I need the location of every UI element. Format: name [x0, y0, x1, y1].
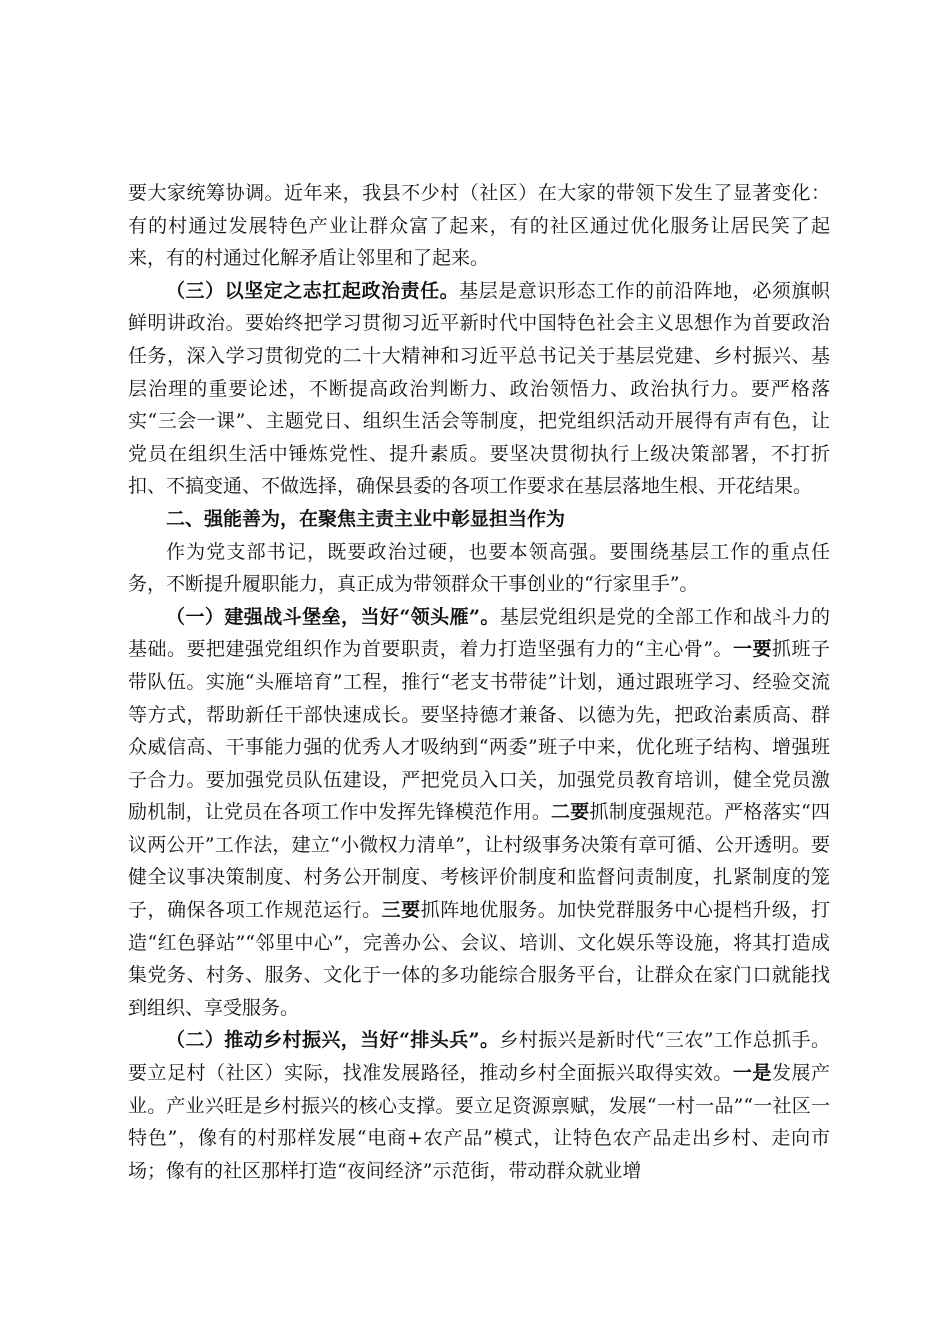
- text-run: 作为党支部书记，既要政治过硬，也要本领高强。要围绕基层工作的重点任务，不断提升履职能力，真正成为带领群众干事创业的“行家里手”。: [128, 540, 830, 596]
- paragraph: [128, 275, 830, 503]
- text-run: 抓制度强规范。严格落实“四议两公开”工作法，建立“小微权力清单”，让村级事务决策有章可循、公开透明。要健全议事决策制度、村务公开制度、考核评价制度和监督问责制度，扎紧制度的笼子，确保各项工作规范运行。: [128, 801, 830, 922]
- text-run: 基层党组织是党的全部工作和战斗力的基础。要把建强党组织作为首要职责，着力打造坚强有力的“主心骨”。: [128, 605, 830, 661]
- text-run: 抓班子带队伍。实施“头雁培育”工程，推行“老支书带徒”计划，通过跟班学习、经验交流等方式，帮助新任干部快速成长。要坚持德才兼备、以德为先，把政治素质高、群众威信高、干事能力强的优秀人才吸纳到“两委”班子中来，优化班子结构、增强班子合力。要加强党员队伍建设，严把党员入口关，加强党员教育培训，健全党员激励机制，让党员在各项工作中发挥先锋模范作用。: [128, 638, 830, 824]
- bold-text-run: 二要: [551, 801, 590, 824]
- bold-text-run: 三要: [381, 899, 421, 922]
- bold-text-run: （一）建强战斗堡垒，当好“领头雁”。: [166, 605, 500, 628]
- document-body: [128, 177, 830, 1187]
- text-run: 要大家统筹协调。近年来，我县不少村（社区）在大家的带领下发生了显著变化：有的村通过发展特色产业让群众富了起来，有的社区通过优化服务让居民笑了起来，有的村通过化解矛盾让邻里和了起来。: [128, 182, 830, 270]
- paragraph: [128, 1024, 830, 1187]
- bold-text-run: （二）推动乡村振兴，当好“排头兵”。: [166, 1029, 500, 1052]
- text-run: 发展产业。产业兴旺是乡村振兴的核心支撑。要立足资源禀赋，发展“一村一品”“一社区一特色”，像有的村那样发展“电商+农产品”模式，让特色农产品走出乡村、走向市场；像有的社区那样打造“夜间经济”示范街，带动群众就业增: [128, 1062, 830, 1182]
- paragraph: [128, 601, 830, 1025]
- text-run: 乡村振兴是新时代“三农”工作总抓手。要立足村（社区）实际，找准发展路径，推动乡村全面振兴取得实效。: [128, 1029, 830, 1085]
- bold-text-run: 一是: [732, 1062, 772, 1085]
- bold-text-run: 二、强能善为，在聚焦主责主业中彰显担当作为: [166, 507, 566, 530]
- paragraph: [128, 177, 830, 275]
- paragraph: [128, 536, 830, 601]
- bold-text-run: 一要: [733, 638, 772, 661]
- paragraph: [128, 503, 830, 536]
- text-run: 抓阵地优服务。加快党群服务中心提档升级，打造“红色驿站”“邻里中心”，完善办公、会议、培训、文化娱乐等设施，将其打造成集党务、村务、服务、文化于一体的多功能综合服务平台，让群众在家门口就能找到组织、享受服务。: [128, 899, 830, 1019]
- text-run: 基层是意识形态工作的前沿阵地，必须旗帜鲜明讲政治。要始终把学习贯彻习近平新时代中国特色社会主义思想作为首要政治任务，深入学习贯彻党的二十大精神和习近平总书记关于基层党建、乡村振兴、基层治理的重要论述，不断提高政治判断力、政治领悟力、政治执行力。要严格落实“三会一课”、主题党日、组织生活会等制度，把党组织活动开展得有声有色，让党员在组织生活中锤炼党性、提升素质。要坚决贯彻执行上级决策部署，不打折扣、不搞变通、不做选择，确保县委的各项工作要求在基层落地生根、开花结果。: [128, 279, 830, 498]
- bold-text-run: （三）以坚定之志扛起政治责任。: [166, 279, 460, 302]
